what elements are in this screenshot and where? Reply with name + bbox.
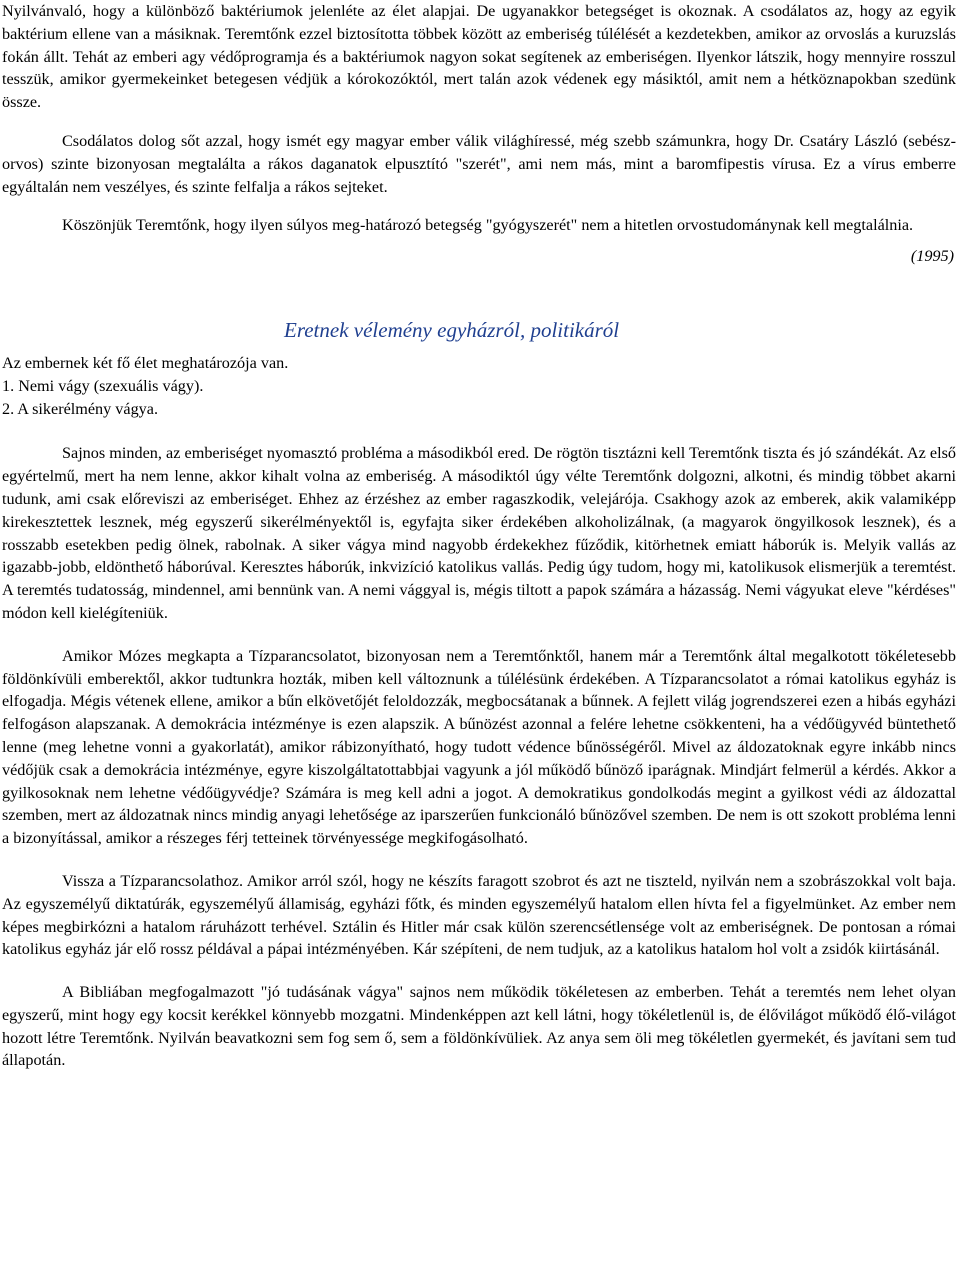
date-label: (1995): [910, 247, 954, 266]
intro-paragraph-1: Nyilvánvaló, hogy a különböző baktériumok jelenléte az élet alapjai. De ugyanakkor betegséget is okoznak. A csodálatos az, hogy az egyik baktérium ellene van a másiknak. Teremtőnk ezzel biztosította többek között az emberiség túlélését a kezdetekben, amikor az orvoslás a kuruzslás fokán állt. Tehát az emberi agy védőprogramja és a baktériumok nagyon sokat segítenek az emberiségen. Ilyenkor látszik, hogy mennyire rosszul tesszük, amikor gyermekeinket betegesen védjük a kórokozóktól, mert talán azok védenek egy másiktól, amit nem a hétköznapokban szedünk össze.: [2, 2, 956, 112]
essay-paragraph-3: Vissza a Tízparancsolathoz. Amikor arról szól, hogy ne készíts faragott szobrot és azt ne tiszteld, nyilván nem a szobrászokkal volt baja. Az egyszemélyű diktatúrák, egyszemélyű államiság, egyházi főtk, és minden egyszemélyű hatalom ellen hívta fel a figyelmünket. Az ember nem képes megbirkózni a hatalom ráruházott terhével. Sztálin és Hitler már csak külön szerencsétlensége volt az emberiségnek. De pontosan a római katolikus egyház jár elő rossz példával a pápai intézményében. Kár szépíteni, de nem tudjuk, az a katolikus hatalom hol volt a zsidók kiirtásánál.: [2, 871, 956, 959]
document-page: [2, 0, 956, 1072]
list-intro: Az embernek két fő élet meghatározója van.: [2, 353, 289, 372]
essay-paragraph-4: A Bibliában megfogalmazott "jó tudásának vágya" sajnos nem működik tökéletesen az emberben. Tehát a teremtés nem lehet olyan egyszerű, mint hogy egy kocsit kerékkel könnyebb mozgatni. Mindenképpen azt kell látni, hogy tökéletlenül is, de élővilágot működő élő-világot hozott létre Teremtőnk. Nyilván beavatkozni sem fog sem ő, sem a földönkívüliek. Az anya sem öli meg tökéletlen gyermekét, és javítani sem tud állapotán.: [2, 983, 956, 1070]
essay-paragraph-2: Amikor Mózes megkapta a Tízparancsolatot, bizonyosan nem a Teremtőnktől, hanem már a Teremtőnk által megalkotott tökéletesebb földönkívüli emberektől, akkor tudtunkra hozták, miben kell változnunk a túlélésünk érdekében. A Tízparancsolatot a római katolikus egyház is elfogadja. Mégis vétenek ellene, amikor a bűn elkövetőjét feloldozzák, megbocsátanak a bűnnek. A fejlett világ jogrendszerei ezen a hibás egyházi felfogáson alapszanak. A demokrácia intézménye is ezen alapszik. A bűnözést azonnal a felére lehetne csökkenteni, ha a védőügyvéd büntethető lenne (meg lehetne vonni a gyakorlatát), amikor rábizonyítható, hogy tudott védence bűnösségéről. Mivel az áldozatoknak egyre inkább nincs védőjük csak a demokrácia intézménye, egyre kiszolgáltatottabbjai vagyunk a jól működő bűnöző iparágnak. Mindjárt felmerül a kérdés. Akkor a gyilkosoknak nem lehetne védőügyvédje? Számára is meg kell adni a jogot. A demokratikus gondolkodás megint a gyilkost védi az áldozattal szemben, mert az áldozatnak nincs mindig anyagi lehetősége az iparszerűen funkcionáló bűnözővel szemben. De nem is ott szokott probléma lenni a bizonyítással, amikor a részeges férj tetteinek törvényessége megkifogásolható.: [2, 646, 956, 848]
list-item-2: 2. A sikerélmény vágya.: [2, 399, 158, 418]
essay-title: Eretnek vélemény egyházról, politikáról: [284, 317, 620, 342]
essay-paragraph-1: Sajnos minden, az emberiséget nyomasztó probléma a másodikból ered. De rögtön tisztázni kell Teremtőnk tiszta és jó szándékát. Az első egyértelmű, mert ha nem lenne, akkor kihalt volna az emberiség. A másodiktól úgy vélte Teremtőnk dolgozni, alkotni, és mindig többet akarni tudunk, ami csak előreviszi az emberiséget. Ehhez az érzéshez az ember ragaszkodik, velejárója. Csakhogy azok az emberek, akik valamiképp kirekesztettek lesznek, még egyszerű sikerélményektől is, egyfajta siker érdekében alkoholizálnak, (a magyarok öngyilkosok lesznek), és a rosszabb esetekben pedig ölnek, rabolnak. A siker vágya mind nagyobb érdekekhez fűződik, kitörhetnek emiatt háborúk is. Melyik vallás az igazabb-jobb, eldönthető háborúval. Keresztes háborúk, inkvizíció katolikus vallás. Pedig úgy tudom, hogy mi, katolikusok elismerjük a teremtést. A teremtés tudatosság, mindennel, ami bennünk van. A nemi vággyal is, mégis tiltott a papok számára a házasság. Nemi vágyukat eleve "kérdéses" módon kell kielégíteniük.: [2, 444, 956, 622]
list-item-1: 1. Nemi vágy (szexuális vágy).: [2, 376, 204, 395]
intro-paragraph-3: Köszönjük Teremtőnk, hogy ilyen súlyos meg-határozó betegség "gyógyszerét" nem a hitetlen orvostudománynak kell megtalálnia.: [62, 216, 914, 235]
intro-paragraph-2: Csodálatos dolog sőt azzal, hogy ismét egy magyar ember válik világhíressé, még szebb számunkra, hogy Dr. Csatáry László (sebész-orvos) szinte bizonyosan megtalálta a rákos daganatok elpusztító "szerét", ami nem más, mint a baromfipestis vírusa. Ez a vírus emberre egyáltalán nem veszélyes, és szinte felfalja a rákos sejteket.: [2, 131, 956, 196]
